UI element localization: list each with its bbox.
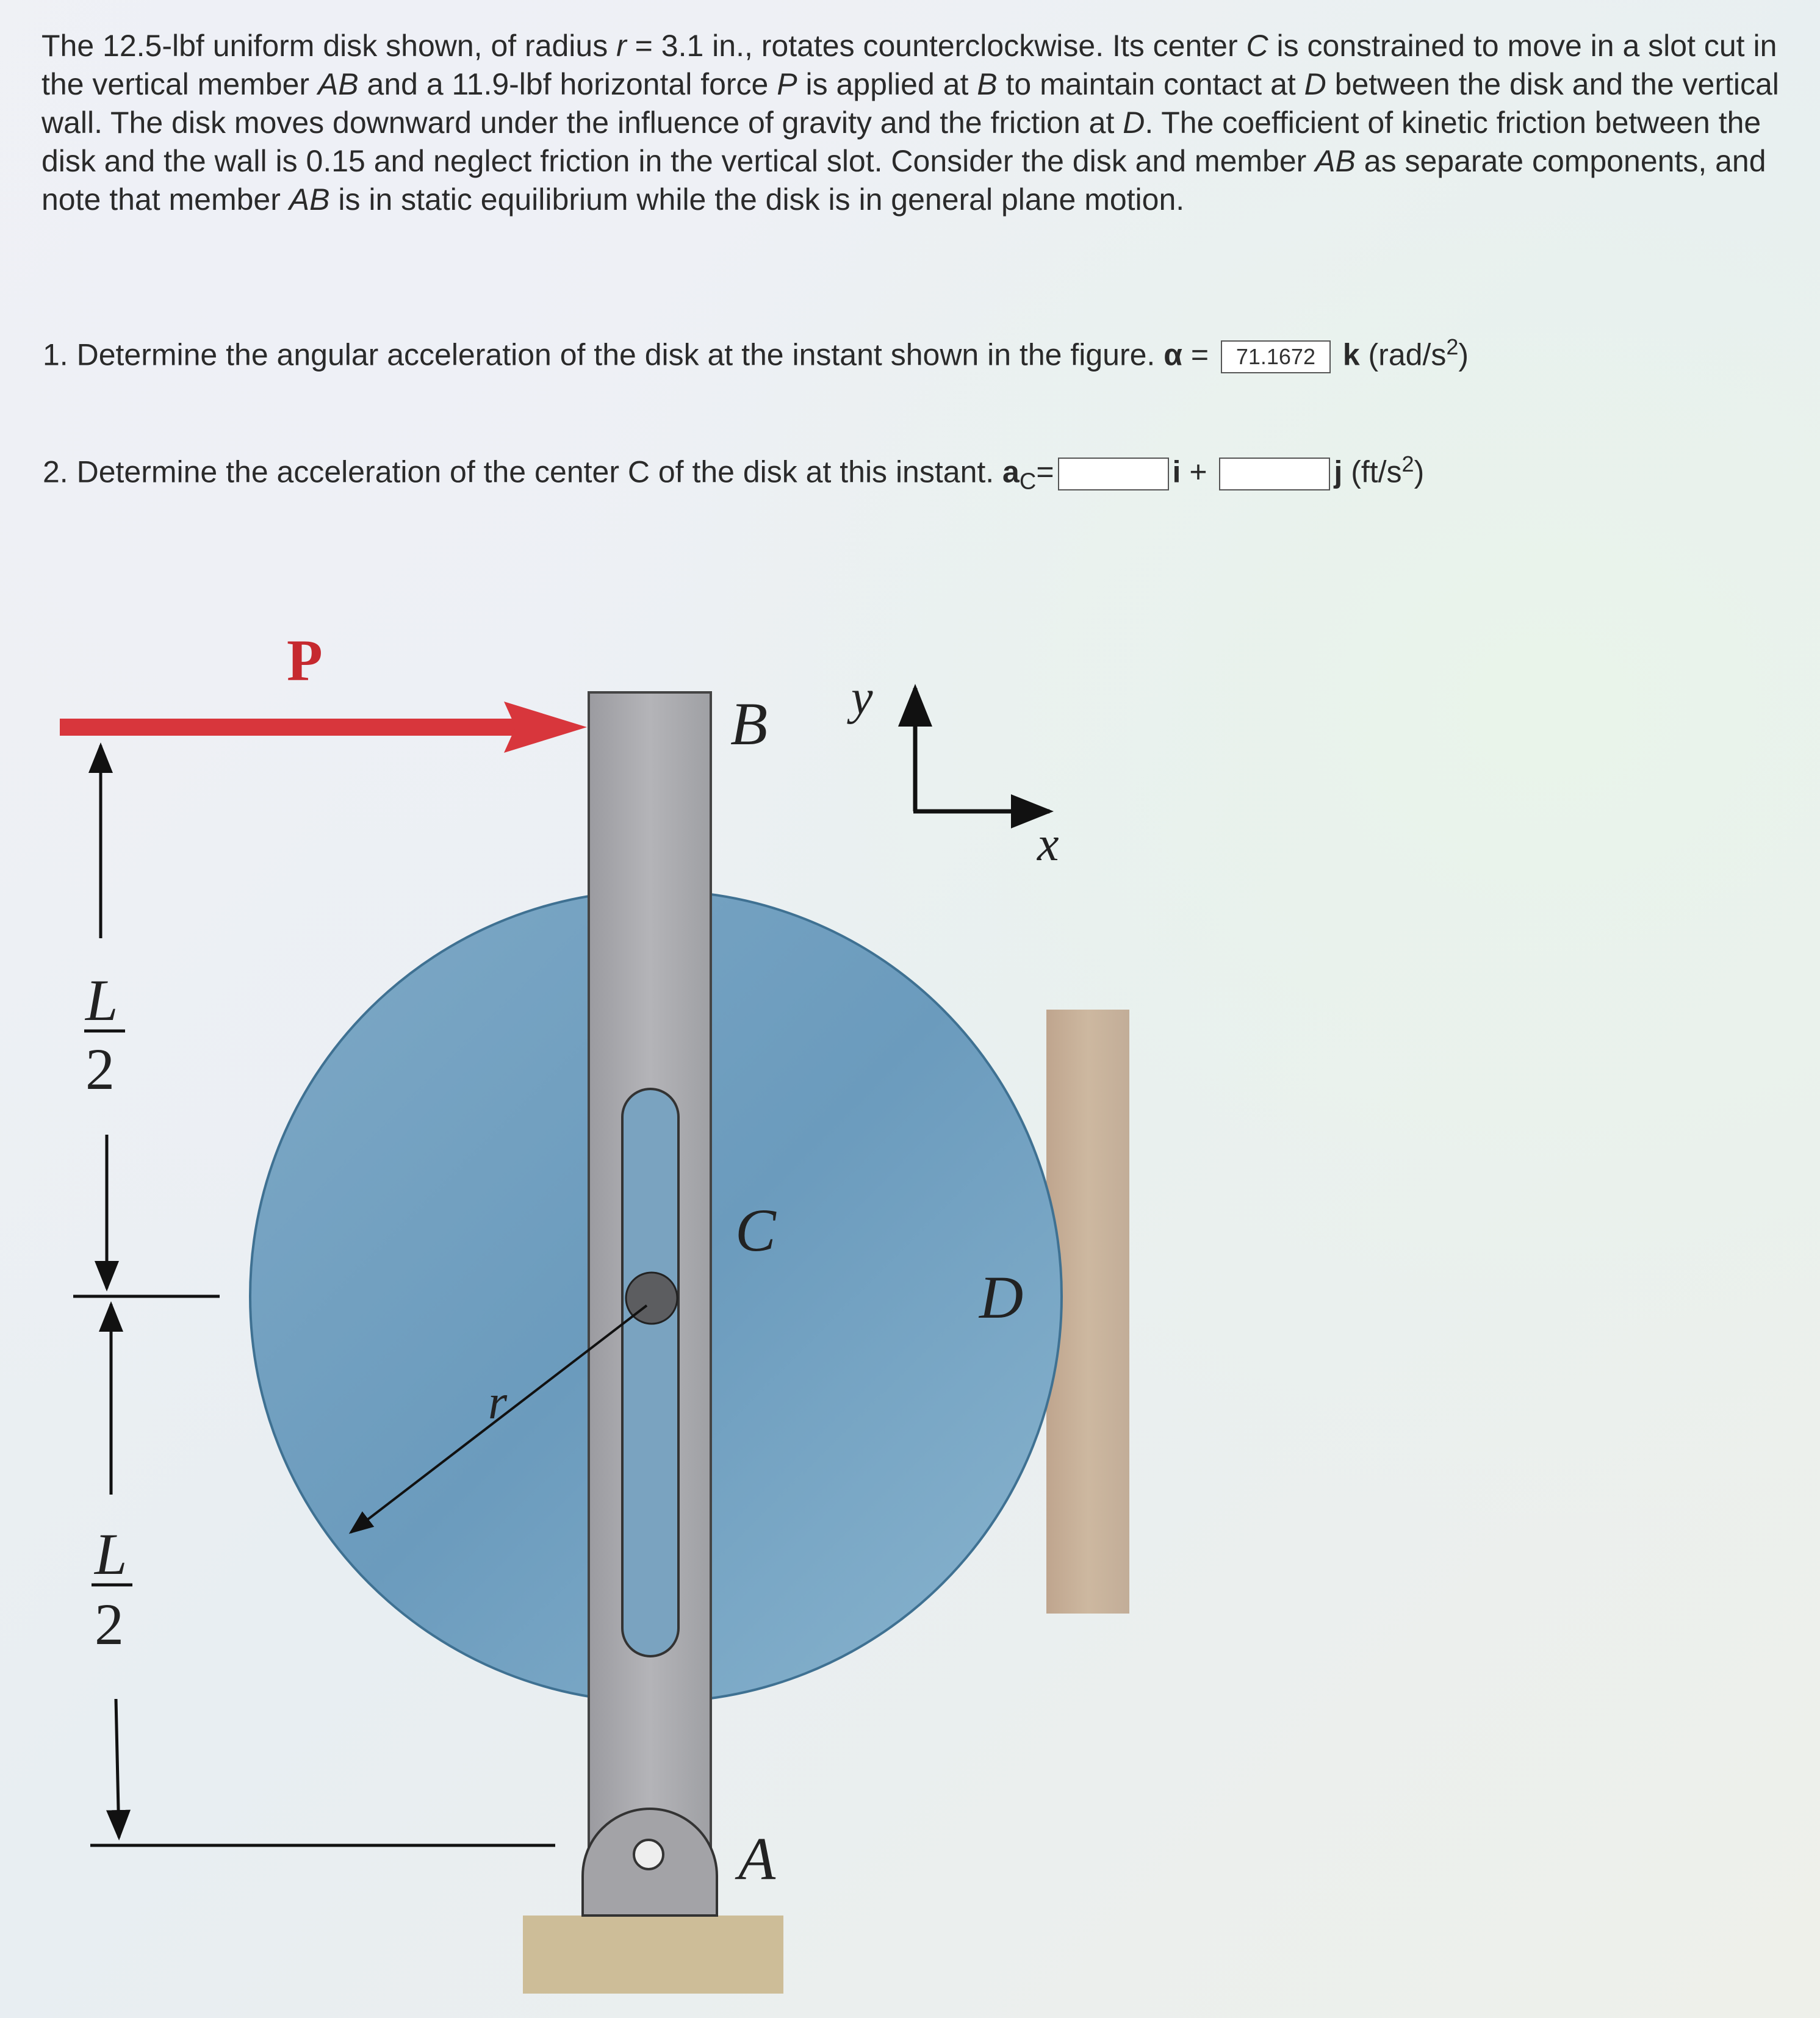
label-x: x	[1037, 817, 1059, 871]
label-p: P	[287, 628, 323, 693]
question-1	[43, 334, 1469, 373]
ac-i-answer-input[interactable]	[1058, 458, 1169, 490]
alpha-answer-input[interactable]: 71.1672	[1221, 340, 1331, 373]
alpha-symbol: α	[1164, 337, 1182, 372]
label-a: A	[738, 1825, 776, 1892]
ac-subscript: C	[1019, 469, 1037, 495]
dim-upper-two: 2	[85, 1036, 115, 1102]
equals-sign: =	[1036, 454, 1054, 489]
question-2	[43, 451, 1424, 495]
alpha-unit: (rad/s	[1359, 337, 1447, 372]
label-c: C	[735, 1196, 776, 1264]
ac-j-answer-input[interactable]	[1219, 458, 1330, 490]
equals-sign: =	[1182, 337, 1217, 372]
plus-sign: +	[1181, 454, 1216, 489]
dim-lower-l: L	[95, 1521, 128, 1587]
i-unit-vector: i	[1172, 454, 1181, 489]
vertical-slot	[622, 1089, 678, 1656]
dim-lower-arrow-bottom	[116, 1699, 119, 1837]
question-1-text: 1. Determine the angular acceleration of the disk at the instant shown in the figure.	[43, 337, 1164, 372]
problem-statement: The 12.5-lbf uniform disk shown, of radius r = 3.1 in., rotates counterclockwise. Its center C is constrained to move in a slot cut in the vertical member AB and a 11.9-lbf horizontal force P is applied at B to maintain contact at D between the disk and the vertical wall. The disk moves downward under the influence of gravity and the friction at D. The coefficient of kinetic friction between the disk and the wall is 0.15 and neglect friction in the vertical slot. Consider the disk and member AB as separate components, and note that member AB is in static equilibrium while the disk is in general plane motion.	[41, 29, 1779, 217]
dim-lower-two: 2	[95, 1592, 124, 1657]
ac-unit: (ft/s	[1342, 454, 1402, 489]
ac-unit-close: )	[1414, 454, 1425, 489]
force-p-arrow	[504, 702, 587, 753]
label-b: B	[730, 690, 768, 758]
mechanism-figure	[0, 610, 1820, 2018]
pin-a	[634, 1840, 663, 1869]
alpha-unit-close: )	[1458, 337, 1469, 372]
label-d: D	[979, 1263, 1024, 1331]
j-unit-vector: j	[1334, 454, 1343, 489]
k-unit-vector: k	[1342, 337, 1360, 372]
dim-upper-l: L	[85, 968, 118, 1033]
label-y: y	[851, 671, 873, 725]
label-r: r	[488, 1376, 508, 1429]
ac-symbol: a	[1002, 454, 1020, 489]
ac-unit-exponent: 2	[1401, 451, 1414, 476]
alpha-unit-exponent: 2	[1446, 334, 1459, 359]
ground-base	[523, 1916, 783, 1994]
question-2-text: 2. Determine the acceleration of the center C of the disk at this instant.	[43, 454, 1003, 489]
